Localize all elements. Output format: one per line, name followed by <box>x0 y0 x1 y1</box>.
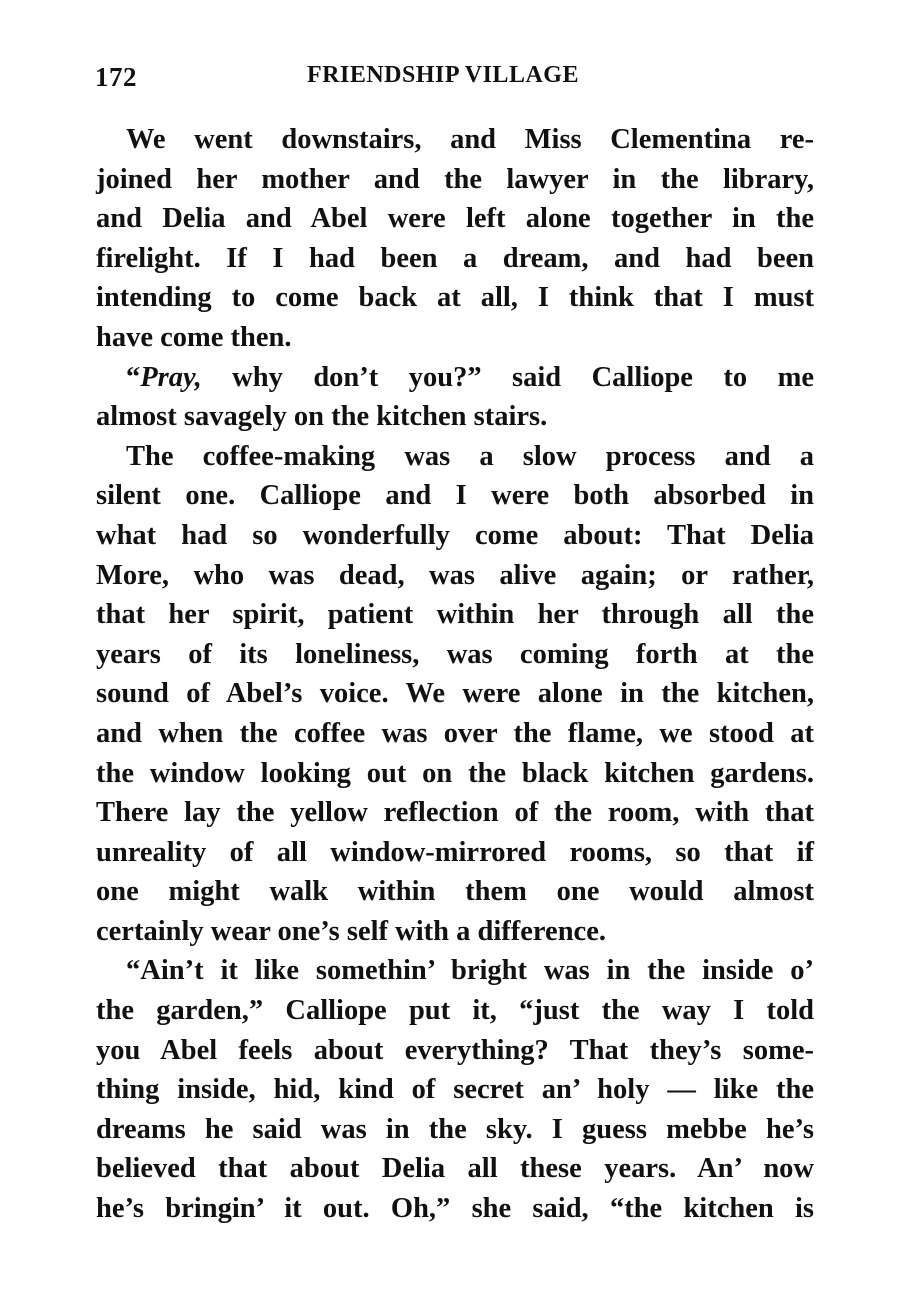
text-line: sound of Abel’s voice. We were alone in the kitchen, <box>96 678 814 710</box>
running-title: FRIENDSHIP VILLAGE <box>307 62 579 88</box>
text-line: There lay the yellow reflection of the room, with that <box>96 797 814 829</box>
paragraph <box>96 358 814 437</box>
text-line <box>96 358 814 398</box>
text-line: silent one. Calliope and I were both absorbed in <box>96 480 814 512</box>
text-line: dreams he said was in the sky. I guess mebbe he’s <box>96 1113 814 1145</box>
text-line: that her spirit, patient within her through all the <box>96 599 814 631</box>
text-line: The coffee-making was a slow process and a <box>126 440 814 472</box>
body-text <box>96 120 814 1229</box>
text-run: why don’t you?” said Calliope to me <box>201 361 814 393</box>
text-line: the window looking out on the black kitchen gardens. <box>96 757 814 789</box>
text-line: and when the coffee was over the flame, we stood at <box>96 717 814 749</box>
text-line: More, who was dead, was alive again; or rather, <box>96 559 814 591</box>
text-line: and Delia and Abel were left alone together in the <box>96 203 814 235</box>
text-line: one might walk within them one would almost <box>96 876 814 908</box>
open-quote: “ <box>126 361 141 393</box>
text-line: “Ain’t it like somethin’ bright was in the inside o’ <box>126 955 814 987</box>
page-number: 172 <box>95 62 137 92</box>
text-line: believed that about Delia all these years. An’ now <box>96 1153 814 1185</box>
text-line: he’s bringin’ it out. Oh,” she said, “the kitchen is <box>96 1193 814 1225</box>
paragraph <box>96 120 814 358</box>
text-line: years of its loneliness, was coming forth at the <box>96 638 814 670</box>
text-line: certainly wear one’s self with a difference. <box>96 915 606 947</box>
text-line: have come then. <box>96 321 292 353</box>
text-line: almost savagely on the kitchen stairs. <box>96 401 548 433</box>
text-line: the garden,” Calliope put it, “just the way I told <box>96 995 814 1027</box>
paragraph <box>96 437 814 952</box>
text-line: intending to come back at all, I think that I must <box>96 282 814 314</box>
text-line: what had so wonderfully come about: That Delia <box>96 519 814 551</box>
text-line: firelight. If I had been a dream, and had been <box>96 242 814 274</box>
running-head <box>95 62 815 98</box>
text-line: unreality of all window-mirrored rooms, so that if <box>96 836 814 868</box>
paragraph <box>96 951 814 1228</box>
text-line: you Abel feels about everything? That they’s some- <box>96 1034 814 1066</box>
text-line: We went downstairs, and Miss Clementina re- <box>126 124 814 155</box>
text-line: joined her mother and the lawyer in the library, <box>96 163 814 195</box>
text-line: thing inside, hid, kind of secret an’ holy — like the <box>96 1074 814 1106</box>
italic-word: Pray, <box>140 361 202 393</box>
